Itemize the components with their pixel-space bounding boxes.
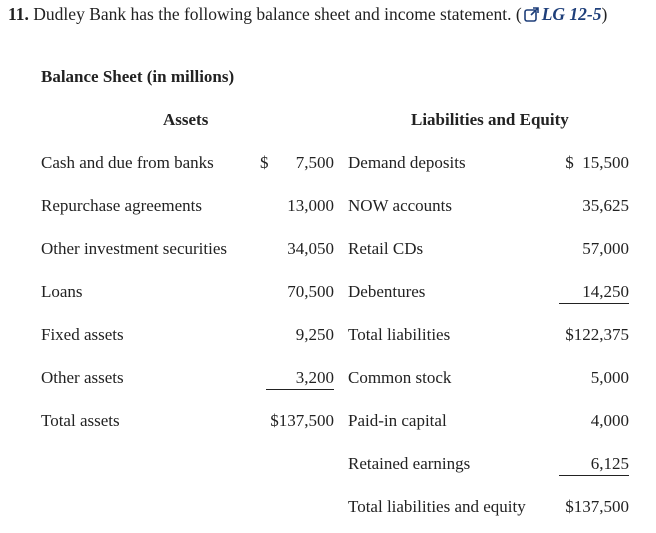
liability-value: 5,000 (590, 368, 629, 387)
liability-label: Retail CDs (348, 239, 424, 258)
table-title: Balance Sheet (in millions) (41, 67, 235, 86)
asset-label: Other assets (41, 368, 124, 387)
liability-value: 14,250 (559, 282, 629, 304)
liability-label: Demand deposits (348, 153, 466, 172)
asset-value: 70,500 (287, 282, 334, 301)
liability-total-value: $137,500 (565, 497, 629, 516)
asset-total-value: $137,500 (270, 411, 334, 430)
learning-goal-link[interactable]: LG 12-5 (541, 4, 602, 24)
asset-label: Repurchase agreements (41, 196, 202, 215)
assets-header: Assets (163, 110, 209, 129)
asset-label: Total assets (41, 411, 120, 430)
liabilities-header: Liabilities and Equity (411, 110, 569, 129)
question-number: 11. (8, 4, 29, 24)
question-text: Dudley Bank has the following balance sheet and income statement. ( (33, 4, 522, 24)
liability-value: $122,375 (565, 325, 629, 344)
liability-label: Retained earnings (348, 454, 471, 473)
asset-label: Loans (41, 282, 83, 301)
liability-value: 4,000 (590, 411, 629, 430)
liability-value: 35,625 (582, 196, 629, 215)
liability-label: Debentures (348, 282, 426, 301)
asset-label: Cash and due from banks (41, 153, 214, 172)
asset-value: 13,000 (287, 196, 334, 215)
liability-label: Total liabilities (348, 325, 451, 344)
liability-value: 57,000 (582, 239, 629, 258)
asset-value: 3,200 (266, 368, 334, 390)
liability-label: Paid-in capital (348, 411, 447, 430)
asset-label: Other investment securities (41, 239, 228, 258)
liability-label: Total liabilities and equity (348, 497, 526, 516)
close-paren: ) (601, 4, 608, 24)
question-line (8, 4, 607, 25)
liability-value: $ 15,500 (565, 153, 629, 172)
external-link-icon[interactable] (524, 6, 540, 22)
asset-value: 7,500 (295, 153, 334, 172)
liability-label: Common stock (348, 368, 452, 387)
asset-label: Fixed assets (41, 325, 124, 344)
liability-value: 6,125 (559, 454, 629, 476)
liability-label: NOW accounts (348, 196, 453, 215)
asset-dollar: $ (260, 153, 269, 172)
asset-value: 34,050 (287, 239, 334, 258)
asset-value: 9,250 (295, 325, 334, 344)
